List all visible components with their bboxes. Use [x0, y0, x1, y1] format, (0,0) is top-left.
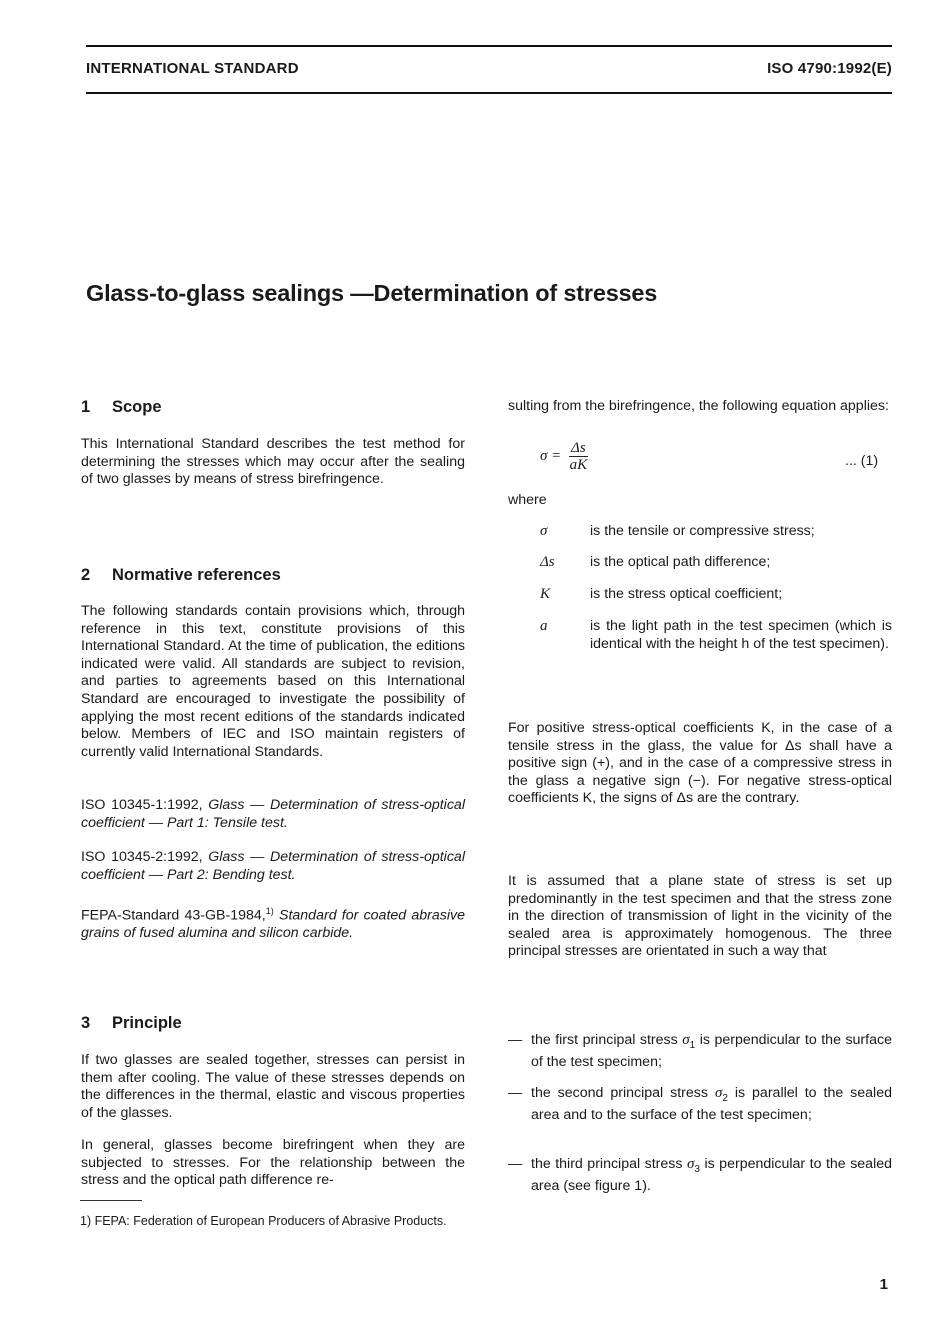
header-doc-id: ISO 4790:1992(E)	[767, 60, 892, 77]
principle-paragraph-3: For positive stress-optical coefficients K, in the case of a tensile stress in the glass, the value for Δs shall have a positive sign (+), and in the case of a compressive stress in the glass a negative sign (−). For negative stress-optical coefficients K, the signs of Δs are the contrary.	[508, 720, 892, 807]
reference-item	[81, 797, 465, 832]
footnote-rule	[80, 1200, 142, 1201]
section-title: Scope	[112, 398, 162, 416]
header-doc-type: INTERNATIONAL STANDARD	[86, 60, 299, 77]
where-description: is the light path in the test specimen (which is identical with the height h of the test specimen).	[590, 618, 892, 652]
equation-fraction	[569, 440, 588, 473]
equation-number: ... (1)	[845, 453, 879, 469]
subscript: 1	[689, 1039, 696, 1051]
list-text-post: is perpendicular to the surface of the test specimen;	[531, 1032, 892, 1071]
reference-item	[81, 849, 465, 884]
section-number: 1	[81, 398, 91, 416]
section-title: Normative references	[112, 566, 281, 584]
reference-item	[81, 903, 465, 943]
section-number: 2	[81, 566, 91, 584]
sigma-symbol: σ	[682, 1032, 690, 1048]
where-label: where	[508, 492, 547, 508]
footnote: 1) FEPA: Federation of European Producers of Abrasive Products.	[80, 1214, 447, 1228]
list-text-pre: the first principal stress	[531, 1032, 683, 1048]
footnote-marker[interactable]: 1)	[265, 906, 274, 916]
section-title: Principle	[112, 1014, 182, 1032]
normative-intro-paragraph: The following standards contain provisions which, through reference in this text, constitute provisions of this International Standard. At the time of publication, the editions indicated were valid. All standards are subject to revision, and parties to agreements based on this International Standard are encouraged to investigate the possibility of applying the most recent editions of the standards indicated below. Members of IEC and ISO maintain registers of currently valid International Standards.	[81, 603, 465, 760]
list-text-pre: the second principal stress	[531, 1085, 715, 1101]
reference-id: ISO 10345-2:1992,	[81, 849, 203, 865]
list-item-text	[531, 1156, 892, 1196]
section-heading-scope	[81, 398, 162, 417]
page-number: 1	[879, 1276, 888, 1293]
sigma-symbol: σ	[686, 1156, 695, 1172]
scope-paragraph: This International Standard describes the test method for determining the stresses which may occur after the sealing of two glasses by means of stress birefringence.	[81, 436, 465, 488]
principle-paragraph-2: In general, glasses become birefringent when they are subjected to stresses. For the relationship between the stress and the optical path difference re-	[81, 1137, 465, 1189]
equation-lhs: σ =	[540, 447, 562, 464]
where-description: is the tensile or compressive stress;	[590, 523, 815, 539]
where-symbol: Δs	[540, 554, 555, 570]
list-text-pre: the third principal stress	[531, 1156, 687, 1172]
list-text-post: is perpendicular to the sealed area (see figure 1).	[531, 1156, 893, 1195]
header-rule-top	[86, 45, 892, 47]
reference-title: Standard for coated abrasive grains of fused alumina and silicon carbide.	[81, 907, 466, 942]
where-symbol: σ	[540, 523, 548, 539]
principle-paragraph-4: It is assumed that a plane state of stress is set up predominantly in the test specimen and that the stress zone in the direction of transmission of light in the vicinity of the sealed area is approximately homogenous. The three principal stresses are orientated in such a way that	[508, 873, 892, 960]
reference-id: ISO 10345-1:1992,	[81, 797, 203, 813]
dash-bullet: —	[508, 1085, 523, 1101]
equation-1	[540, 440, 588, 473]
list-item-text	[531, 1085, 892, 1125]
principle-paragraph-2-continued: sulting from the birefringence, the following equation applies:	[508, 398, 889, 414]
principle-paragraph-1: If two glasses are sealed together, stresses can persist in them after cooling. The value of these stresses depends on the differences in the thermal, elastic and viscous properties of the glasses.	[81, 1052, 465, 1121]
sigma-symbol: σ	[714, 1085, 723, 1101]
where-description: is the optical path difference;	[590, 554, 771, 570]
equation-denominator: aK	[569, 457, 588, 473]
section-heading-normative-references	[81, 566, 281, 585]
section-number: 3	[81, 1014, 91, 1032]
dash-bullet: —	[508, 1156, 523, 1172]
reference-title: Glass — Determination of stress-optical coefficient — Part 2: Bending test.	[81, 849, 465, 883]
list-text-post: is parallel to the sealed area and to the surface of the test specimen;	[531, 1085, 892, 1124]
where-description: is the stress optical coefficient;	[590, 586, 783, 602]
equation-numerator: Δs	[571, 440, 586, 456]
document-title: Glass-to-glass sealings —Determination of stresses	[86, 280, 658, 306]
where-symbol: a	[540, 618, 548, 634]
list-item-text	[531, 1032, 892, 1072]
reference-title: Glass — Determination of stress-optical coefficient — Part 1: Tensile test.	[81, 797, 465, 831]
header-rule-bottom	[86, 92, 892, 94]
subscript: 3	[694, 1163, 700, 1175]
section-heading-principle	[81, 1014, 182, 1033]
reference-id: FEPA-Standard 43-GB-1984,	[81, 907, 266, 924]
subscript: 2	[722, 1092, 728, 1104]
dash-bullet: —	[508, 1032, 523, 1048]
where-symbol: K	[540, 586, 551, 602]
